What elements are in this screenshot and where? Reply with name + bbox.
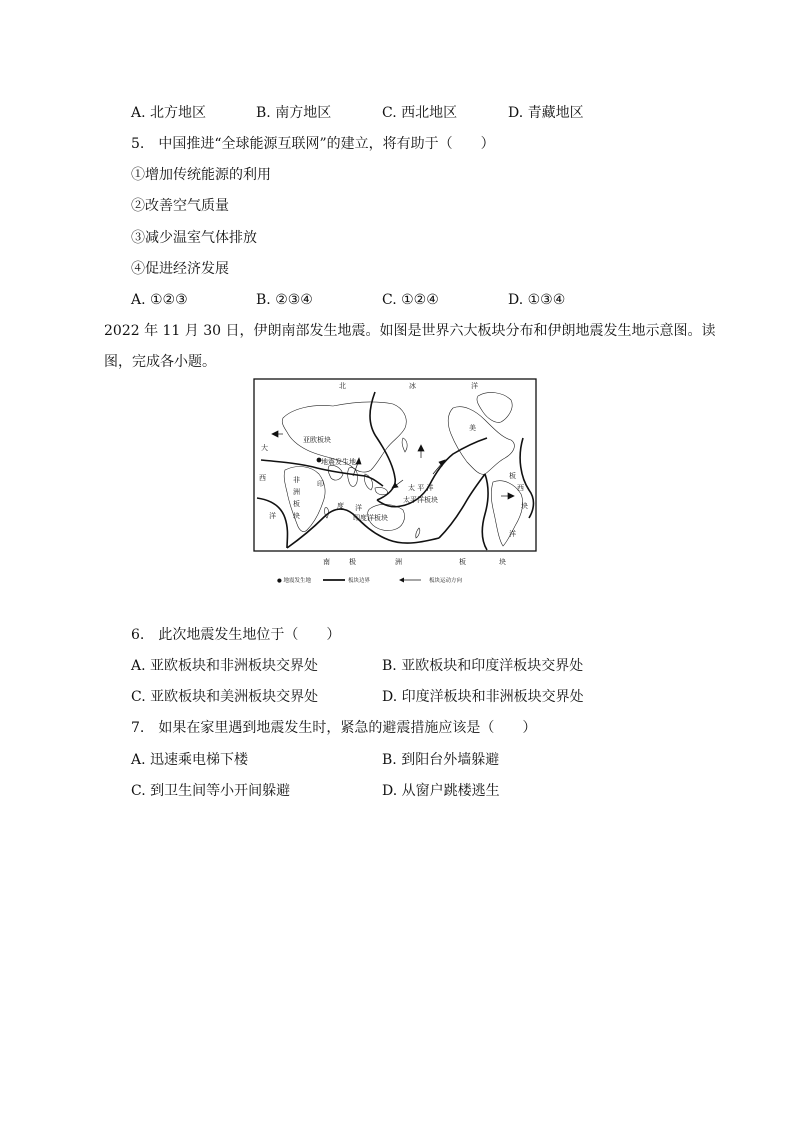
q5-option-b: B. ②③④ <box>256 292 313 308</box>
q7-option-c: C. 到卫生间等小开间躲避 <box>131 783 291 799</box>
map-label-african-3: 板 <box>293 500 300 508</box>
q4-option-b: B. 南方地区 <box>256 105 332 121</box>
map-label-antarctic-2: 极 <box>349 558 356 566</box>
map-label-antarctic-1: 南 <box>323 558 330 566</box>
q5-stem: 5. 中国推进“全球能源互联网”的建立，将有助于（ ） <box>131 136 495 152</box>
map-label-antarctic-4: 板 <box>459 558 466 566</box>
map-label-atlantic-yang: 洋 <box>269 512 276 520</box>
q4-option-d: D. 青藏地区 <box>508 105 584 121</box>
passage-line-1: 2022 年 11 月 30 日，伊朗南部发生地震。如图是世界六大板块分布和伊朗地震发生地示意图。读 <box>104 323 716 339</box>
q5-statement-1: ①增加传统能源的利用 <box>131 167 271 183</box>
q5-statement-2: ②改善空气质量 <box>131 198 229 214</box>
map-legend <box>277 576 463 584</box>
q4-option-a: A. 北方地区 <box>131 105 207 121</box>
q7-option-b: B. 到阳台外墙躲避 <box>382 752 500 768</box>
legend-direction: 板块运动方向 <box>429 578 463 584</box>
map-label-america-mei: 美 <box>469 424 476 432</box>
q7-stem: 7. 如果在家里遇到地震发生时，紧急的避震措施应该是（ ） <box>131 720 537 736</box>
map-label-african-4: 块 <box>293 512 300 520</box>
map-label-antarctic-3: 洲 <box>395 558 402 566</box>
map-label-north: 北 <box>339 382 346 390</box>
passage-line-2: 图，完成各小题。 <box>104 354 216 370</box>
map-label-america-kuai: 块 <box>521 502 528 510</box>
map-label-america-ban: 板 <box>509 472 516 480</box>
q6-stem: 6. 此次地震发生地位于（ ） <box>131 627 341 643</box>
q7-option-d: D. 从窗户跳楼逃生 <box>382 783 500 799</box>
map-label-ice: 冰 <box>409 382 416 390</box>
q5-option-a: A. ①②③ <box>131 292 188 308</box>
map-label-atlantic-da: 大 <box>261 444 268 452</box>
world-plates-map <box>253 378 538 590</box>
q6-option-b: B. 亚欧板块和印度洋板块交界处 <box>382 658 584 674</box>
map-label-indian-1: 印 <box>317 480 324 488</box>
legend-site: ● 地震发生地 <box>277 578 312 584</box>
map-label-atlantic-right-xi: 西 <box>517 484 524 492</box>
q5-option-c: C. ①②④ <box>382 292 439 308</box>
map-label-african-1: 非 <box>293 476 300 484</box>
map-label-indian-2: 度 <box>337 502 344 510</box>
map-label-ocean-top: 洋 <box>471 382 478 390</box>
q7-option-a: A. 迅速乘电梯下楼 <box>131 752 249 768</box>
q6-option-a: A. 亚欧板块和非洲板块交界处 <box>131 658 319 674</box>
map-label-pacific: 太 平 洋 <box>408 484 434 492</box>
legend-arrow-head <box>399 578 404 583</box>
map-label-eurasian: 亚欧板块 <box>303 436 331 444</box>
q5-statement-4: ④促进经济发展 <box>131 261 229 277</box>
q6-option-c: C. 亚欧板块和美洲板块交界处 <box>131 689 319 705</box>
map-label-antarctic-5: 块 <box>499 558 506 566</box>
map-label-quake-site: 地震发生地 <box>321 458 356 466</box>
map-label-indo-plate: 印度洋板块 <box>353 514 388 522</box>
q5-option-d: D. ①③④ <box>508 292 566 308</box>
q4-option-c: C. 西北地区 <box>382 105 458 121</box>
map-label-indian-3: 洋 <box>355 504 362 512</box>
map-label-african-2: 洲 <box>293 488 300 496</box>
q6-option-d: D. 印度洋板块和非洲板块交界处 <box>382 689 584 705</box>
map-label-atlantic-right-yang: 洋 <box>509 530 516 538</box>
map-label-atlantic-xi: 西 <box>259 474 266 482</box>
q5-statement-3: ③减少温室气体排放 <box>131 230 257 246</box>
map-label-pacific-plate: 太平洋板块 <box>403 496 438 504</box>
legend-boundary: 板块边界 <box>348 578 371 584</box>
